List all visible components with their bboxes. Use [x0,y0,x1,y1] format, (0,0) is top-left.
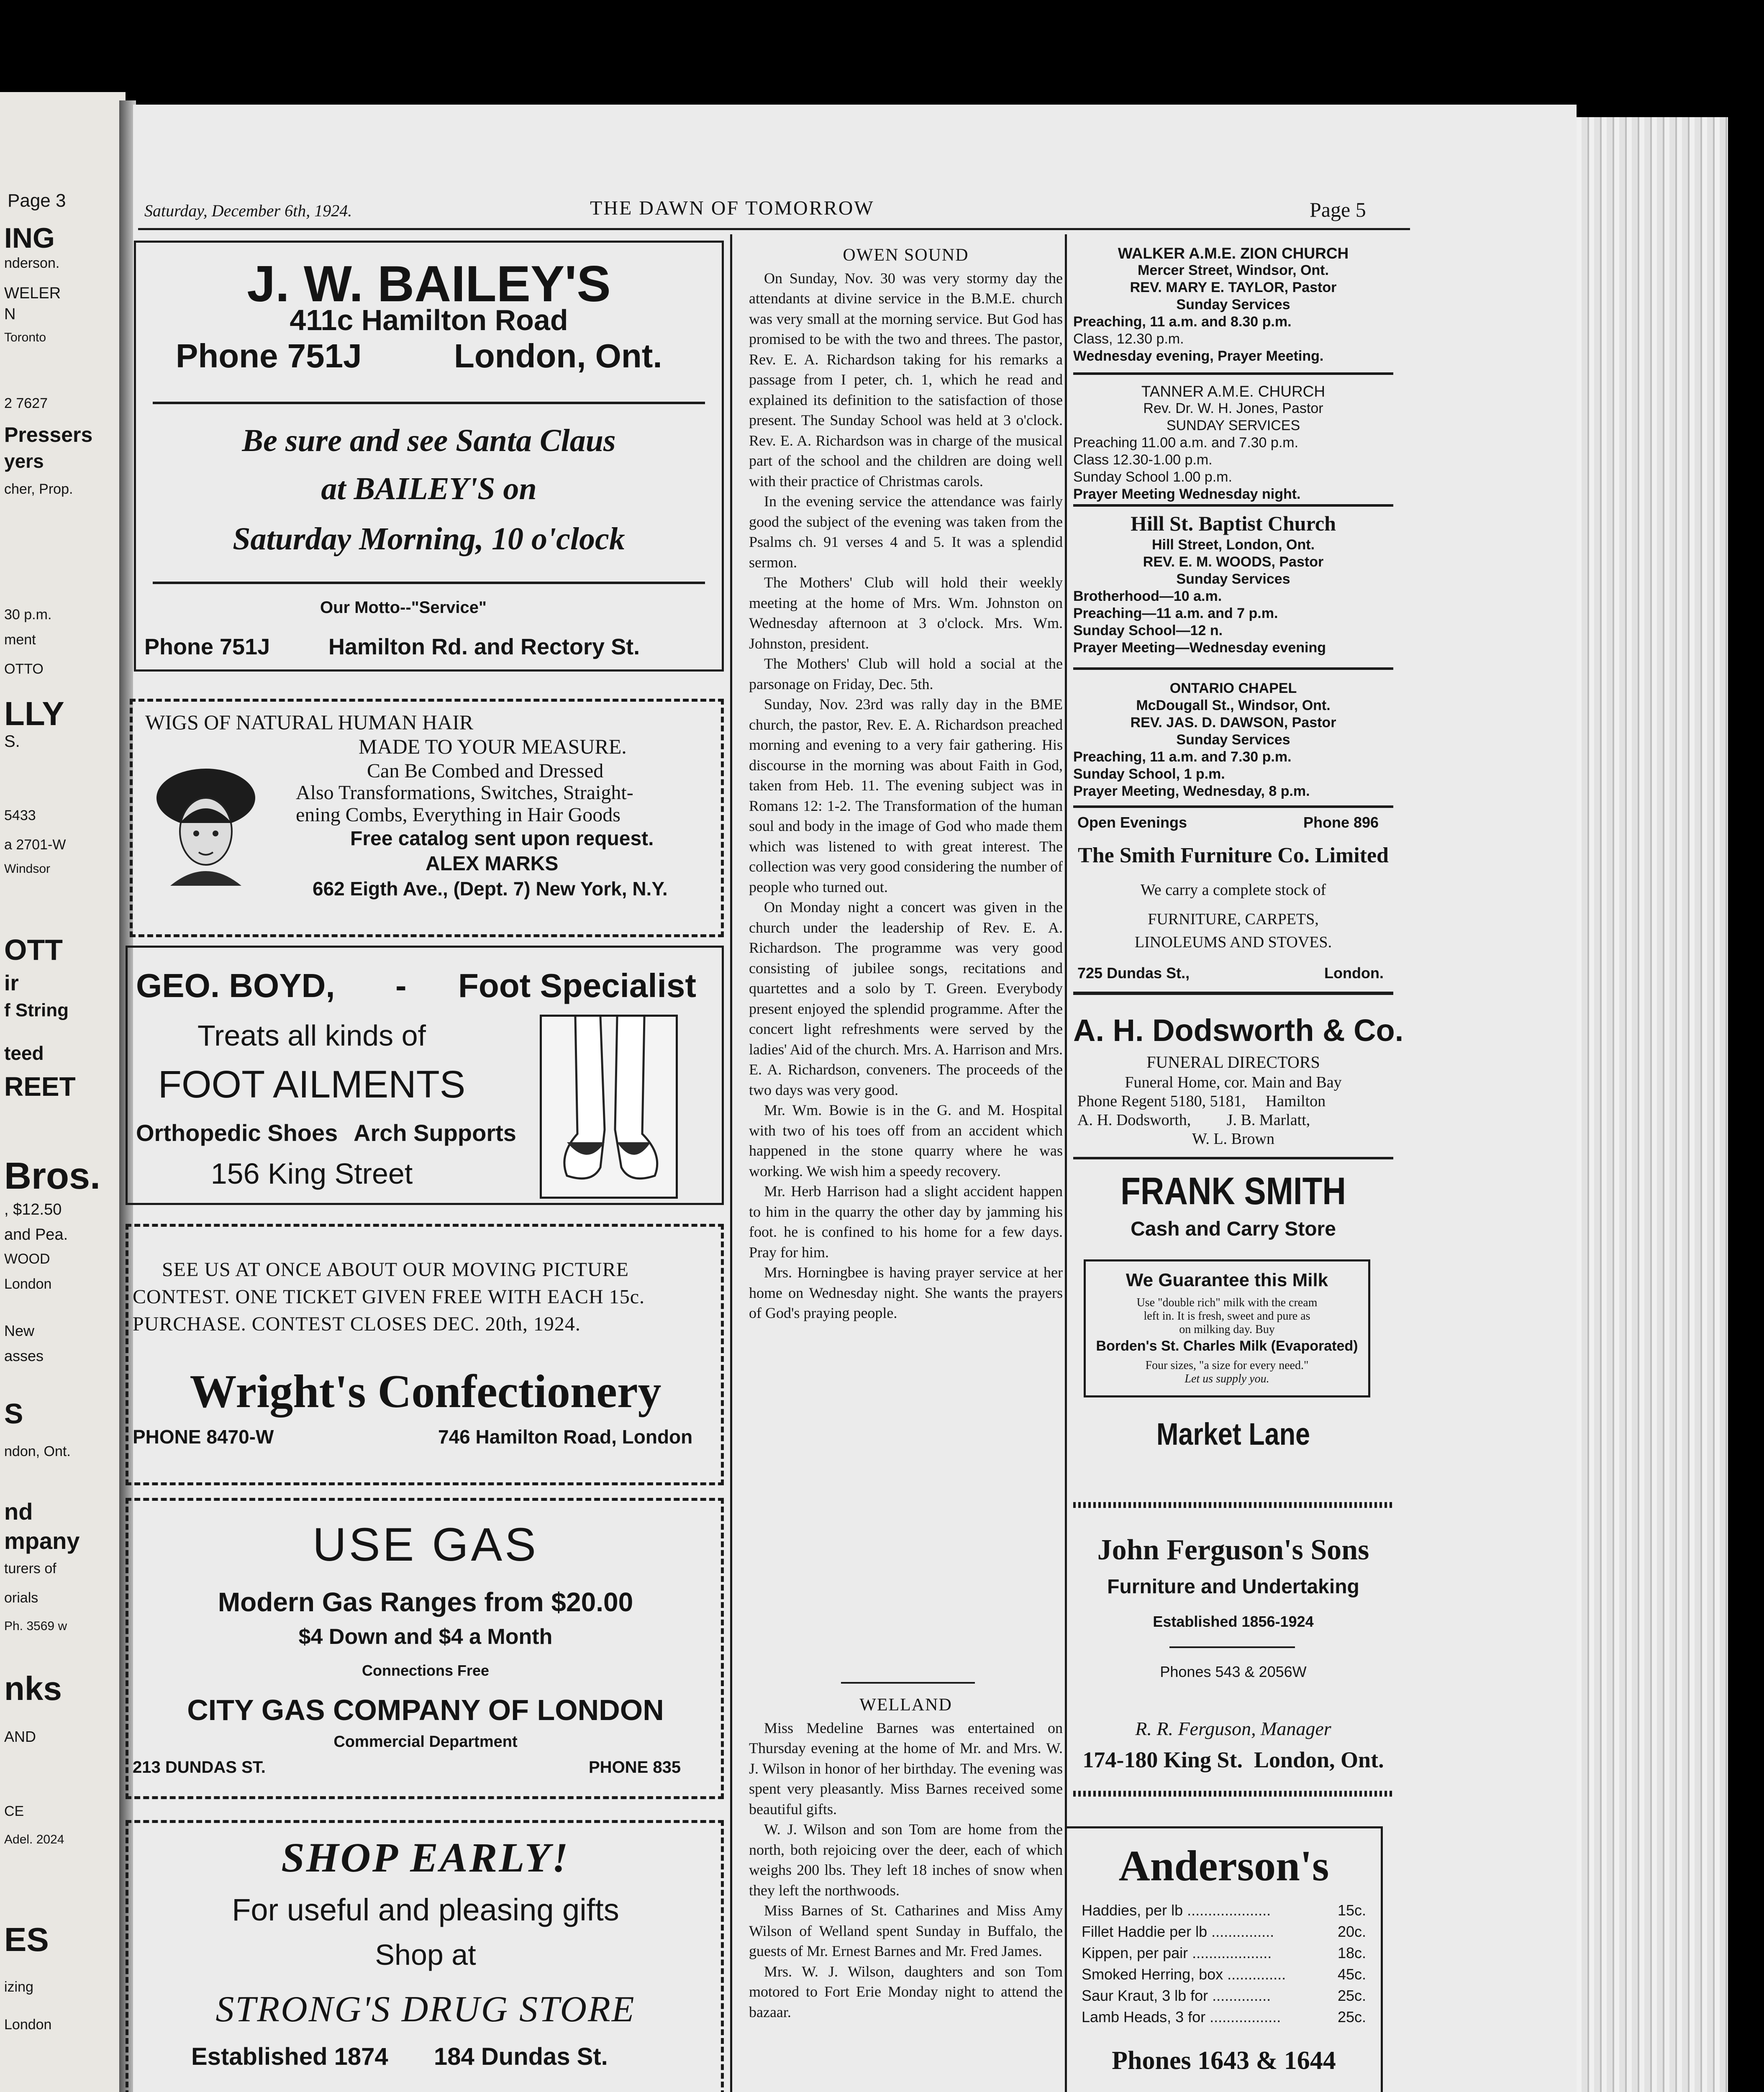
header-rule [138,228,1410,230]
price-item: Saur Kraut, 3 lb for .............. [1082,1987,1271,2004]
dodsworth-line3: A. H. Dodsworth, J. B. Marlatt, [1077,1111,1310,1129]
price-item: Fillet Haddie per lb ............... [1082,1923,1274,1940]
page-number: Page 5 [1310,198,1366,221]
wigs-line2: MADE TO YOUR MEASURE. [359,735,627,758]
price-value: 20c. [1337,1923,1366,1940]
ontario-line3: Prayer Meeting, Wednesday, 8 p.m. [1073,783,1310,799]
previous-page-text: Windsor [4,862,51,876]
walker-line1: Preaching, 11 a.m. and 8.30 p.m. [1073,314,1292,330]
anderson-ad [1065,1826,1383,2092]
smith-name: The Smith Furniture Co. Limited [1078,843,1389,867]
wright-line1: SEE US AT ONCE ABOUT OUR MOVING PICTURE [162,1259,629,1281]
smith-line3: LINOLEUMS AND STOVES. [1134,933,1332,951]
previous-page-text: Toronto [4,331,46,344]
wright-name: Wright's Confectionery [190,1366,662,1418]
wigs-ad [130,699,724,937]
previous-page-text: asses [4,1347,44,1364]
previous-page-text: London [4,2017,52,2033]
wigs-line5: ening Combs, Everything in Hair Goods [296,804,620,826]
divider [1073,372,1393,375]
hillst-line3: Sunday School—12 n. [1073,623,1223,638]
boyd-name: GEO. BOYD, [136,967,335,1004]
previous-page-text: teed [4,1042,44,1064]
price-item: Haddies, per lb .................... [1082,1902,1271,1919]
article-paragraph: The Mothers' Club will hold their weekly meeting at the home of Mrs. Wm. Johnston on Wednesday afternoon at 3 o'clock. Mrs. Wm. Johnston, president. [749,574,1063,652]
milk-line5: Four sizes, "a size for every need." [1145,1359,1309,1372]
walker-address: Mercer Street, Windsor, Ont. [1138,262,1329,278]
article-paragraph: Mrs. W. J. Wilson, daughters and son Tom motored to Fort Erie Monday night to attend the bazaar. [749,1963,1063,2020]
previous-page-text: izing [4,1979,33,1995]
previous-page-text: orials [4,1590,38,1606]
milk-line3: on milking day. Buy [1179,1323,1275,1336]
gas-dept: Commercial Department [333,1733,518,1751]
tanner-services: SUNDAY SERVICES [1166,418,1300,433]
feet-image [540,1015,678,1199]
wright-address: 746 Hamilton Road, London [438,1426,693,1448]
tanner-line4: Prayer Meeting Wednesday night. [1073,486,1301,502]
walker-line2: Class, 12.30 p.m. [1073,331,1184,347]
gas-company: CITY GAS COMPANY OF LONDON [187,1694,664,1726]
hillst-name: Hill St. Baptist Church [1131,512,1336,535]
wigs-line6: Free catalog sent upon request. [350,828,654,850]
smith-line2: FURNITURE, CARPETS, [1148,910,1319,928]
previous-page-text: nd [4,1498,33,1525]
bailey-line1: Be sure and see Santa Claus [242,423,616,458]
bailey-address: 411c Hamilton Road [290,304,568,336]
previous-page-text: and Pea. [4,1226,68,1243]
welland-article [749,1692,1063,2022]
hillst-address: Hill Street, London, Ont. [1151,537,1315,553]
gas-ad [126,1498,724,1799]
hillst-church [1073,510,1393,656]
milk-line4: Borden's St. Charles Milk (Evaporated) [1096,1338,1358,1354]
previous-page-text: ment [4,632,36,648]
gas-phone: PHONE 835 [589,1758,681,1777]
woman-portrait-image [154,764,258,886]
boyd-line4: 156 King Street [210,1157,413,1190]
previous-page-text: WOOD [4,1251,50,1267]
strong-line2: Shop at [375,1938,476,1971]
previous-page-text: LLY [4,695,64,732]
price-value: 18c. [1337,1944,1366,1961]
article-paragraph: Sunday, Nov. 23rd was rally day in the BME church, the pastor, Rev. E. A. Richardson preached morning and evening to a very fair gathering. His discourse in the morning was about Faith in God, taken from Heb. 11. The evening subject was in Romans 12: 1-2. The Transformation of the human soul and body in the image of God who made them which was listened to with great interest. The collection was very good considering the number of people who turned out. [749,696,1063,895]
previous-page-text: a 2701-W [4,837,66,853]
milk-line6: Let us supply you. [1185,1372,1269,1385]
previous-page-text: S [4,1398,23,1430]
ontario-pastor: REV. JAS. D. DAWSON, Pastor [1130,715,1336,731]
ontario-name: ONTARIO CHAPEL [1169,680,1297,696]
previous-page-text: ES [4,1921,49,1958]
article-paragraph: On Monday night a concert was given in the church under the leadership of Rev. E. A. Richardson. The programme was very good consisting of jubilee songs, recitations and quartettes and a solo by T. Green. Everybody present enjoyed the splendid programme. After the concert light refreshments were served by the ladies' Aid of the church. Mrs. A. Harrison and Mrs. E. A. Richardson, conveners. The proceeds of the two days was very good. [749,899,1063,1098]
dotted-divider [1073,1791,1393,1797]
previous-page-text: 5433 [4,808,36,823]
previous-page-text: ndon, Ont. [4,1443,71,1459]
previous-page-text: Ph. 3569 w [4,1619,67,1633]
tanner-line3: Sunday School 1.00 p.m. [1073,469,1232,485]
wright-line3: PURCHASE. CONTEST CLOSES DEC. 20th, 1924. [133,1313,581,1335]
owen-sound-article [749,243,1063,1323]
previous-page-text: mpany [4,1528,80,1554]
boyd-line1: Treats all kinds of [197,1019,426,1052]
dodsworth-line1: Funeral Home, cor. Main and Bay [1125,1074,1342,1091]
previous-page-text: London [4,1276,52,1292]
previous-page-text: nks [4,1670,62,1707]
welland-heading: WELLAND [859,1695,952,1715]
price-value: 15c. [1337,1902,1366,1919]
boyd-ad [126,946,724,1205]
price-item: Lamb Heads, 3 for ................. [1082,2008,1281,2025]
strong-name: STRONG'S DRUG STORE [215,1989,636,2030]
smith-city: London. [1324,964,1384,982]
previous-page-text: 2 7627 [4,395,48,411]
divider [1169,1646,1295,1648]
price-value: 25c. [1337,2008,1366,2025]
walker-church [1073,245,1393,365]
walker-pastor: REV. MARY E. TAYLOR, Pastor [1130,279,1337,295]
wigs-line3: Can Be Combed and Dressed [367,760,604,782]
previous-page-text: CE [4,1803,24,1819]
ontario-address: McDougall St., Windsor, Ont. [1136,697,1331,713]
frank-smith-name: FRANK SMITH [1120,1170,1346,1213]
wright-ad [126,1224,724,1485]
bailey-motto: Our Motto--"Service" [320,598,487,617]
price-row [1082,1985,1366,2006]
milk-box [1084,1259,1370,1397]
article-paragraph: On Sunday, Nov. 30 was very stormy day the attendants at divine service in the B.M.E. church was very small at the morning service. But God has promised to be with the two and threes. The pastor, Rev. E. A. Richardson taking for his remarks a passage from I peter, ch. 1, which he read and explained its definition to the satisfaction of those present. The Sunday School was held at 3 o'clock. Rev. E. A. Richardson was in charge of the musical part of the school and the children are doing well with their practice of Christmas carols. [749,269,1063,490]
milk-line1: Use "double rich" milk with the cream [1136,1296,1318,1309]
wigs-line1: WIGS OF NATURAL HUMAN HAIR [145,710,474,734]
previous-page-text: AND [4,1728,36,1745]
article-paragraph: Miss Medeline Barnes was entertained on Thursday evening at the home of Mr. and Mrs. W. J. Wilson in honor of her birthday. The evening was spent very pleasantly. Miss Barnes received some beautiful gifts. [749,1719,1063,1818]
ferguson-sub: Furniture and Undertaking [1107,1576,1359,1598]
previous-page-text: f String [4,1000,69,1020]
boyd-dash: - [395,967,407,1004]
section-divider [841,1682,975,1684]
price-row [1082,2006,1366,2028]
walker-line3: Wednesday evening, Prayer Meeting. [1073,348,1324,364]
anderson-name: Anderson's [1118,1842,1329,1890]
price-row [1082,1921,1366,1942]
gas-line1: Modern Gas Ranges from $20.00 [218,1587,633,1617]
bailey-city: London, Ont. [454,337,662,374]
column-divider [730,234,732,2092]
previous-page-text: nderson. [4,255,60,271]
previous-page-text: OTT [4,933,63,966]
bailey-phone: Phone 751J [176,337,362,374]
column-divider [1065,234,1067,2092]
smith-address: 725 Dundas St., [1077,964,1190,982]
wigs-line4: Also Transformations, Switches, Straight- [296,782,633,804]
previous-page-text: Bros. [4,1155,101,1197]
divider [1073,667,1393,670]
divider [153,582,705,584]
boyd-line3a: Orthopedic Shoes [136,1120,338,1146]
anderson-price-list [1082,1900,1366,2028]
price-row [1082,1964,1366,1985]
ferguson-phones: Phones 543 & 2056W [1160,1663,1307,1680]
tanner-line2: Class 12.30-1.00 p.m. [1073,452,1213,468]
previous-page-text: 30 p.m. [4,607,52,623]
strong-title: SHOP EARLY! [281,1834,570,1881]
boyd-title: Foot Specialist [458,967,696,1004]
price-item: Smoked Herring, box .............. [1082,1966,1286,1983]
bailey-phone2: Phone 751J [144,634,270,659]
previous-page-text: ING [4,222,55,254]
hillst-services: Sunday Services [1176,571,1290,587]
market-lane: Market Lane [1156,1417,1310,1451]
tanner-church [1073,383,1393,503]
divider [153,402,705,404]
ferguson-established: Established 1856-1924 [1153,1613,1314,1630]
article-paragraph: Mr. Wm. Bowie is in the G. and M. Hospital with two of his toes off from an accident which happened in the stone quarry where he was working. We wish him a speedy recovery. [749,1102,1063,1179]
ferguson-manager: R. R. Ferguson, Manager [1135,1718,1331,1739]
previous-page-text: OTTO [4,661,44,677]
wigs-line7: ALEX MARKS [426,853,559,875]
bailey-line3: Saturday Morning, 10 o'clock [233,521,625,556]
previous-page-text: ir [4,971,19,995]
previous-page [0,92,126,2092]
hillst-pastor: REV. E. M. WOODS, Pastor [1143,554,1324,570]
gas-address: 213 DUNDAS ST. [133,1758,266,1777]
tanner-line1: Preaching 11.00 a.m. and 7.30 p.m. [1073,435,1299,451]
ontario-chapel [1073,680,1393,800]
previous-page-text: N [4,305,16,323]
divider [1073,1157,1393,1159]
milk-title: We Guarantee this Milk [1126,1270,1328,1290]
bailey-name: J. W. BAILEY'S [247,255,611,312]
previous-page-text: New [4,1322,35,1339]
article-paragraph: The Mothers' Club will hold a social at the parsonage on Friday, Dec. 5th. [749,655,1063,692]
ontario-services: Sunday Services [1176,732,1290,748]
dodsworth-line2: Phone Regent 5180, 5181, Hamilton [1077,1092,1326,1110]
frank-smith-sub: Cash and Carry Store [1131,1218,1336,1240]
tanner-name: TANNER A.M.E. CHURCH [1141,383,1326,400]
previous-page-text: S. [4,732,20,751]
ontario-line2: Sunday School, 1 p.m. [1073,766,1225,782]
article-paragraph: Mrs. Horningbee is having prayer service at her home on Wednesday night. She wants the prayers of God's praying people. [749,1264,1063,1321]
wright-line2: CONTEST. ONE TICKET GIVEN FREE WITH EACH 15c. [133,1286,645,1308]
smith-phone: Phone 896 [1303,814,1379,831]
boyd-line2: FOOT AILMENTS [158,1063,466,1106]
gas-line3: Connections Free [362,1662,490,1679]
previous-page-text: yers [4,450,44,472]
dodsworth-line4: W. L. Brown [1192,1130,1275,1148]
article-paragraph: Mr. Herb Harrison had a slight accident happen to him in the quarry the other day by jamming his foot. he is confined to his home for a few days. Pray for him. [749,1183,1063,1261]
dodsworth-sub: FUNERAL DIRECTORS [1146,1053,1320,1072]
smith-line1: We carry a complete stock of [1140,881,1326,899]
bailey-line2: at BAILEY'S on [321,471,537,506]
issue-date: Saturday, December 6th, 1924. [144,201,352,220]
price-value: 25c. [1337,1987,1366,2004]
ontario-line1: Preaching, 11 a.m. and 7.30 p.m. [1073,749,1292,765]
previous-page-text: REET [4,1072,76,1102]
previous-page-text: Adel. 2024 [4,1833,64,1846]
price-value: 45c. [1337,1966,1366,1983]
gas-title: USE GAS [313,1518,538,1571]
article-paragraph: In the evening service the attendance was fairly good the subject of the evening was taken from the Psalms ch. 91 verses 4 and 5. It was a splendid sermon. [749,493,1063,571]
dodsworth-name: A. H. Dodsworth & Co. [1073,1013,1404,1048]
bailey-ad [134,241,724,672]
divider [1073,504,1393,507]
hillst-line4: Prayer Meeting—Wednesday evening [1073,640,1326,656]
price-item: Kippen, per pair ................... [1082,1944,1272,1961]
gas-line2: $4 Down and $4 a Month [298,1625,553,1649]
previous-page-text: cher, Prop. [4,481,73,497]
wright-phone: PHONE 8470-W [133,1426,274,1448]
lp-page-num: Page 3 [8,190,66,211]
tanner-pastor: Rev. Dr. W. H. Jones, Pastor [1143,400,1323,416]
walker-services: Sunday Services [1176,297,1290,313]
newspaper-title: THE DAWN OF TOMORROW [590,197,874,219]
hillst-line1: Brotherhood—10 a.m. [1073,588,1222,604]
previous-page-text: Pressers [4,423,93,446]
dotted-divider [1073,1502,1393,1508]
milk-line2: left in. It is fresh, sweet and pure as [1144,1310,1310,1323]
previous-page-text: turers of [4,1561,56,1577]
walker-name: WALKER A.M.E. ZION CHURCH [1118,245,1349,262]
price-row [1082,1900,1366,1921]
hillst-line2: Preaching—11 a.m. and 7 p.m. [1073,605,1278,621]
ferguson-address: 174-180 King St. London, Ont. [1082,1747,1384,1772]
owen-sound-heading: OWEN SOUND [843,246,969,265]
previous-page-text: WELER [4,285,61,302]
ferguson-name: John Ferguson's Sons [1097,1534,1369,1566]
anderson-phones: Phones 1643 & 1644 [1112,2046,1336,2075]
strong-line1: For useful and pleasing gifts [232,1892,619,1927]
wigs-line8: 662 Eigth Ave., (Dept. 7) New York, N.Y. [313,878,668,900]
divider [1073,992,1393,995]
strong-address: 184 Dundas St. [434,2043,608,2070]
boyd-line3b: Arch Supports [354,1120,516,1146]
strong-ad [126,1820,724,2092]
previous-page-text: , $12.50 [4,1201,62,1218]
article-paragraph: W. J. Wilson and son Tom are home from the north, both rejoicing over the deer, each of which weighs 200 lbs. They left 18 inches of snow when they left the northwoods. [749,1821,1063,1899]
article-paragraph: Miss Barnes of St. Catharines and Miss Amy Wilson of Welland spent Sunday in Buffalo, the guests of Mr. Ernest Barnes and Mr. Fred James. [749,1902,1063,1959]
price-row [1082,1942,1366,1964]
smith-open: Open Evenings [1077,814,1187,831]
bailey-corner: Hamilton Rd. and Rectory St. [328,634,640,659]
divider [1073,805,1393,808]
strong-established: Established 1874 [191,2043,388,2070]
